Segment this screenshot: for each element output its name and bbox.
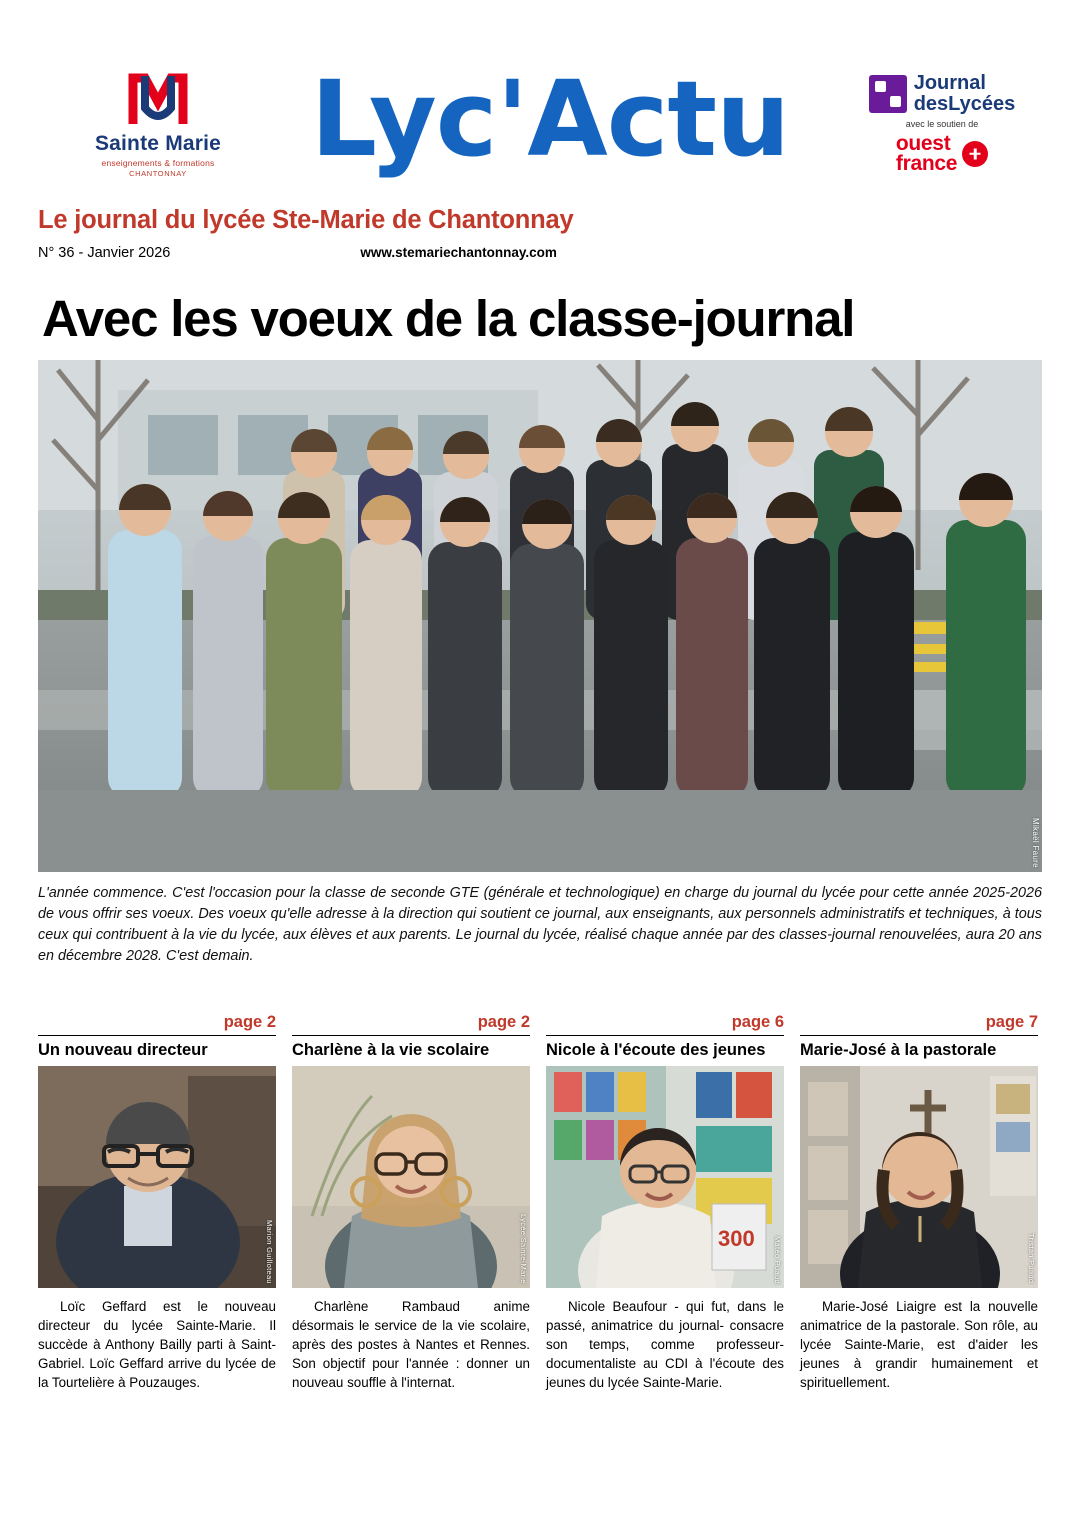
main-photo bbox=[38, 360, 1042, 872]
journal-des-lycees-line2: desLycées bbox=[913, 92, 1016, 115]
main-headline: Avec les voeux de la classe-journal bbox=[42, 290, 855, 347]
school-logo bbox=[68, 68, 248, 178]
masthead bbox=[38, 0, 1042, 200]
teaser-text: Nicole Beaufour - qui fut, dans le passé, animatrice du journal- consacre son temps, comme professeur-documentaliste au CDI à l'écoute des jeunes du lycée Sainte-Marie. bbox=[546, 1298, 784, 1390]
school-logo-sub: enseignements & formations bbox=[101, 158, 215, 168]
teaser-title: Charlène à la vie scolaire bbox=[292, 1035, 530, 1060]
teaser-photo bbox=[38, 1066, 276, 1288]
teaser-photo-credit: Matéo Puaud bbox=[773, 1235, 782, 1284]
paper-title: Lyc'Actu bbox=[310, 58, 790, 180]
teaser-page-ref: page 7 bbox=[985, 1012, 1038, 1031]
ouest-france-logo bbox=[895, 131, 988, 175]
main-photo-credit: Mikaël Faure bbox=[1031, 818, 1040, 868]
teaser-row bbox=[38, 1013, 1042, 1392]
main-photo-caption: L'année commence. C'est l'occasion pour la classe de seconde GTE (générale et technologique) en charge du journal du lycée pour cette année 2025-2026 de vous offrir ses voeux. Des voeux qu'elle adresse à la direction qui soutient ce journal, aux enseignants, aux personnels administratifs et techniques, à tous ceux qui contribuent à la vie du lycée, aux élèves et aux parents. Le journal du lycée, réalisé chaque année par des classes-journal renouvelées, aura 20 ans en décembre 2028. C'est demain. bbox=[38, 885, 1042, 964]
paper-title-wrap bbox=[248, 58, 852, 180]
teaser-page-ref: page 2 bbox=[477, 1012, 530, 1031]
paper-subtitle: Le journal du lycée Ste-Marie de Chantonnay bbox=[38, 206, 574, 234]
school-logo-city: CHANTONNAY bbox=[129, 169, 187, 178]
teaser-photo-credit: Tristan Puaud bbox=[1027, 1233, 1036, 1284]
svg-text:300: 300 bbox=[718, 1225, 755, 1251]
teaser-photo-credit: Lycée Sainte-Marie bbox=[519, 1213, 528, 1284]
partner-support-label: avec le soutien de bbox=[905, 118, 979, 129]
journal-des-lycees-line1: Journal bbox=[913, 71, 986, 94]
journal-des-lycees-logo bbox=[869, 73, 1016, 115]
issue-meta-row bbox=[38, 245, 1042, 261]
teaser-page-ref: page 2 bbox=[223, 1012, 276, 1031]
ouest-france-dot-icon bbox=[962, 141, 988, 167]
ouest-france-line2: france bbox=[895, 151, 958, 175]
teaser-photo bbox=[800, 1066, 1038, 1288]
website-url[interactable]: www.stemariechantonnay.com bbox=[360, 245, 557, 260]
teaser-photo bbox=[546, 1066, 784, 1288]
teaser-page-ref: page 6 bbox=[731, 1012, 784, 1031]
teaser-item[interactable] bbox=[38, 1013, 276, 1392]
ouest-france-line1: ouest bbox=[895, 131, 951, 155]
teaser-item[interactable] bbox=[292, 1013, 530, 1392]
teaser-text: Charlène Rambaud anime désormais le service de la vie scolaire, après des postes à Nantes et Rennes. Son objectif pour l'année : donner un nouveau souffle à l'internat. bbox=[292, 1298, 530, 1390]
teaser-text: Loïc Geffard est le nouveau directeur du lycée Sainte-Marie. Il succède à Anthony Bailly parti à Saint-Gabriel. Loïc Geffard arrive du lycée de la Tourtelière à Pouzauges. bbox=[38, 1298, 276, 1390]
partner-logos bbox=[852, 73, 1032, 174]
teaser-title: Nicole à l'écoute des jeunes bbox=[546, 1035, 784, 1060]
teaser-title: Marie-José à la pastorale bbox=[800, 1035, 1038, 1060]
teaser-item[interactable] bbox=[546, 1013, 784, 1392]
teaser-photo-credit: Marion Guilloteau bbox=[265, 1219, 274, 1284]
teaser-title: Un nouveau directeur bbox=[38, 1035, 276, 1060]
journal-des-lycees-mark-icon bbox=[869, 75, 907, 113]
teaser-photo bbox=[292, 1066, 530, 1288]
sainte-marie-mark-icon bbox=[125, 68, 191, 130]
issue-number: N° 36 - Janvier 2026 bbox=[38, 245, 171, 261]
school-logo-name: Sainte Marie bbox=[94, 132, 222, 155]
teaser-item[interactable] bbox=[800, 1013, 1038, 1392]
teaser-text: Marie-José Liaigre est la nouvelle animatrice de la pastorale. Son rôle, au lycée Sainte-Marie, est d'aider les jeunes à grandir humainement et spirituellement. bbox=[800, 1298, 1038, 1390]
